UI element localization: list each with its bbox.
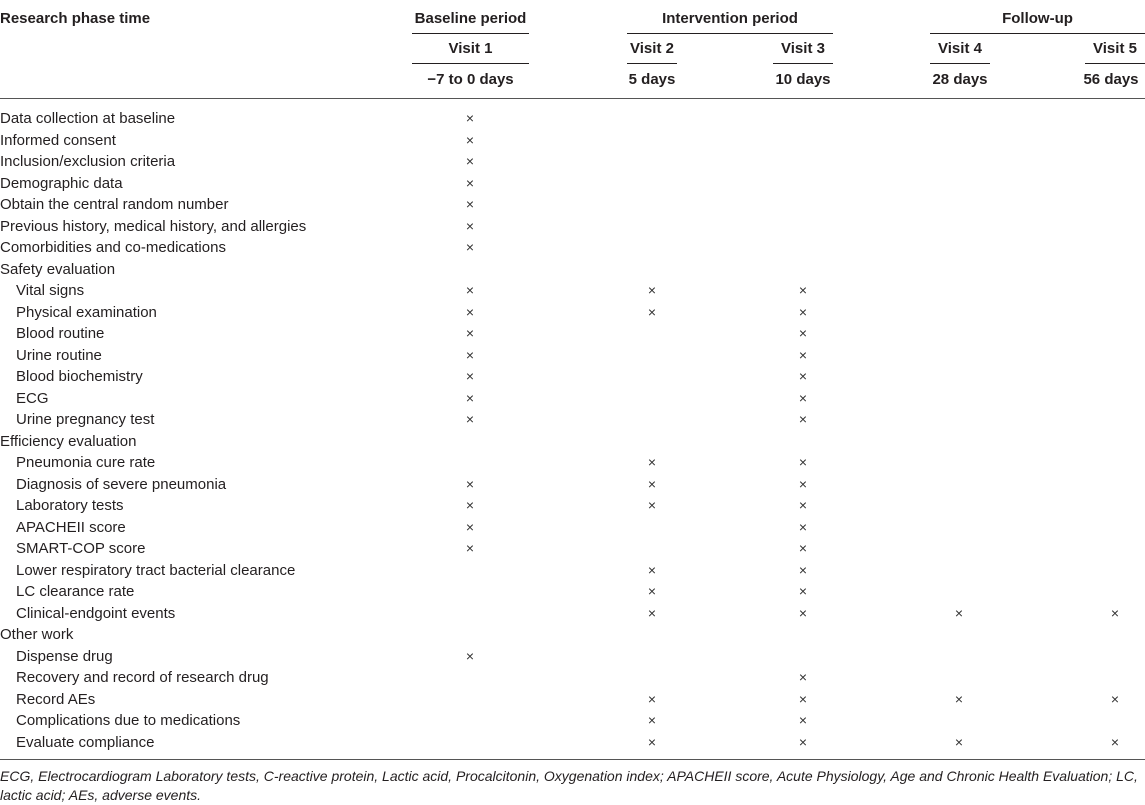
- row-label: Blood biochemistry: [16, 368, 143, 385]
- group-baseline: Baseline period: [414, 10, 527, 27]
- visit-1-mark: ×: [465, 518, 475, 535]
- table-row: [0, 216, 1145, 238]
- table-row: [0, 732, 1145, 754]
- section-label: Other work: [0, 626, 74, 643]
- visit-4-mark: ×: [954, 604, 964, 621]
- table-row: [0, 452, 1145, 474]
- visit-3-mark: ×: [798, 389, 808, 406]
- visit-1-underline: [412, 63, 529, 64]
- visit-3-mark: ×: [798, 561, 808, 578]
- visit-1-mark: ×: [465, 282, 475, 298]
- table-row: [0, 646, 1145, 668]
- row-label: Physical examination: [16, 303, 157, 321]
- visit-4-mark: ×: [954, 733, 964, 750]
- visit-3-mark: ×: [798, 497, 808, 513]
- row-label: Evaluate compliance: [16, 733, 155, 751]
- table-row: [0, 194, 1145, 216]
- row-label: Diagnosis of severe pneumonia: [16, 475, 227, 493]
- visit-3-mark: ×: [798, 475, 808, 492]
- table-row: [0, 302, 1145, 324]
- visit-3-underline: [773, 63, 833, 64]
- visit-3-mark: ×: [798, 411, 808, 427]
- table-row: [0, 388, 1145, 410]
- table-row: [0, 538, 1145, 560]
- phase-header: Research phase time: [0, 10, 151, 27]
- visit-1-mark: ×: [465, 368, 475, 384]
- table-row: [0, 517, 1145, 539]
- visit-5-mark: ×: [1110, 604, 1120, 621]
- visit-4-underline: [930, 63, 990, 64]
- visit-5-header: Visit 5: [1093, 40, 1137, 57]
- group-followup-underline: [930, 33, 1145, 34]
- visit-3-mark: ×: [798, 540, 808, 556]
- visit-3-mark: ×: [798, 303, 808, 320]
- row-label: Lower respiratory tract bacterial clearance: [16, 561, 296, 579]
- table-row: [0, 409, 1145, 431]
- visit-3-mark: ×: [798, 346, 808, 363]
- row-label: Urine pregnancy test: [16, 411, 155, 428]
- visit-2-days: 5 days: [628, 71, 676, 88]
- visit-2-mark: ×: [647, 497, 657, 513]
- visit-5-mark: ×: [1110, 733, 1120, 750]
- row-label: APACHEII score: [16, 518, 126, 536]
- table-footnote: ECG, Electrocardiogram Laboratory tests, C-reactive protein, Lactic acid, Procalcitonin, Oxygenation index; APACHEII score, Acute Physiology, Age and Chronic Health Evaluation; LC, lactic acid; AEs, adverse events.: [0, 768, 1138, 803]
- visit-2-mark: ×: [647, 733, 657, 750]
- row-label: Blood routine: [16, 325, 105, 342]
- visit-1-mark: ×: [465, 153, 475, 169]
- visit-1-mark: ×: [465, 346, 475, 363]
- visit-3-mark: ×: [798, 325, 808, 341]
- visit-2-header: Visit 2: [630, 40, 674, 57]
- group-baseline-underline: [412, 33, 529, 34]
- group-intervention-underline: [627, 33, 833, 34]
- visit-1-mark: ×: [465, 647, 475, 664]
- row-label: Pneumonia cure rate: [16, 454, 156, 471]
- table-row: [0, 431, 1145, 453]
- visit-3-mark: ×: [798, 282, 808, 298]
- table-row: [0, 474, 1145, 496]
- row-label: Record AEs: [16, 690, 96, 708]
- row-label: Urine routine: [16, 346, 102, 364]
- row-label: LC clearance rate: [16, 583, 135, 600]
- visit-2-mark: ×: [647, 583, 657, 599]
- row-label: Clinical-endgoint events: [16, 604, 176, 622]
- visit-5-underline: [1085, 63, 1145, 64]
- table-row: [0, 603, 1145, 625]
- section-label: Safety evaluation: [0, 260, 116, 278]
- row-label: Recovery and record of research drug: [16, 669, 269, 686]
- visit-3-mark: ×: [798, 690, 808, 707]
- visit-1-mark: ×: [465, 131, 475, 148]
- section-label: Obtain the central random number: [0, 196, 229, 213]
- visit-3-header: Visit 3: [781, 40, 825, 57]
- table-row: [0, 495, 1145, 517]
- visit-4-header: Visit 4: [938, 40, 982, 57]
- table-row: [0, 581, 1145, 603]
- section-label: Efficiency evaluation: [0, 432, 137, 450]
- row-label: Laboratory tests: [16, 497, 124, 514]
- visit-3-mark: ×: [798, 583, 808, 599]
- table-row: [0, 108, 1145, 130]
- visit-3-mark: ×: [798, 604, 808, 621]
- visit-3-mark: ×: [798, 733, 808, 750]
- table-row: [0, 667, 1145, 689]
- header-bottom-rule: [0, 98, 1145, 99]
- visit-2-mark: ×: [647, 282, 657, 298]
- visit-2-mark: ×: [647, 712, 657, 728]
- table-row: [0, 259, 1145, 281]
- visit-5-mark: ×: [1110, 690, 1120, 707]
- table-row: [0, 345, 1145, 367]
- visit-3-mark: ×: [798, 518, 808, 535]
- section-label: Comorbidities and co-medications: [0, 239, 226, 256]
- section-label: Data collection at baseline: [0, 110, 176, 127]
- visit-1-mark: ×: [465, 303, 475, 320]
- table-bottom-rule: [0, 759, 1145, 760]
- visit-4-mark: ×: [954, 690, 964, 707]
- table-row: [0, 237, 1145, 259]
- visit-1-mark: ×: [465, 475, 475, 492]
- row-label: Dispense drug: [16, 647, 113, 665]
- visit-1-mark: ×: [465, 411, 475, 427]
- visit-1-mark: ×: [465, 174, 475, 191]
- visit-2-mark: ×: [647, 604, 657, 621]
- row-label: ECG: [16, 389, 49, 407]
- visit-1-mark: ×: [465, 389, 475, 406]
- visit-1-mark: ×: [465, 325, 475, 341]
- visit-1-mark: ×: [465, 497, 475, 513]
- table-row: [0, 560, 1145, 582]
- visit-2-mark: ×: [647, 475, 657, 492]
- table-row: [0, 130, 1145, 152]
- table-row: [0, 323, 1145, 345]
- table-row: [0, 366, 1145, 388]
- section-label: Demographic data: [0, 174, 123, 192]
- visit-3-mark: ×: [798, 712, 808, 728]
- visit-1-header: Visit 1: [448, 40, 493, 57]
- visit-1-days: −7 to 0 days: [427, 71, 514, 88]
- group-intervention: Intervention period: [662, 10, 798, 27]
- table-row: [0, 280, 1145, 302]
- group-followup: Follow-up: [1002, 10, 1073, 27]
- visit-3-days: 10 days: [775, 71, 831, 88]
- row-label: Vital signs: [16, 282, 85, 299]
- row-label: SMART-COP score: [16, 540, 146, 557]
- row-label: Complications due to medications: [16, 712, 241, 729]
- visit-2-mark: ×: [647, 690, 657, 707]
- section-label: Informed consent: [0, 131, 116, 149]
- visit-2-underline: [627, 63, 677, 64]
- visit-3-mark: ×: [798, 368, 808, 384]
- visit-2-mark: ×: [647, 561, 657, 578]
- visit-1-mark: ×: [465, 196, 475, 212]
- section-label: Inclusion/exclusion criteria: [0, 153, 176, 170]
- table-row: [0, 710, 1145, 732]
- visit-1-mark: ×: [465, 110, 475, 126]
- section-label: Previous history, medical history, and allergies: [0, 217, 307, 235]
- table-row: [0, 689, 1145, 711]
- visit-2-mark: ×: [647, 303, 657, 320]
- visit-2-mark: ×: [647, 454, 657, 470]
- visit-3-mark: ×: [798, 669, 808, 685]
- visit-5-days: 56 days: [1083, 71, 1139, 88]
- visit-1-mark: ×: [465, 540, 475, 556]
- table-row: [0, 173, 1145, 195]
- visit-3-mark: ×: [798, 454, 808, 470]
- table-row: [0, 151, 1145, 173]
- table-row: [0, 624, 1145, 646]
- visit-4-days: 28 days: [932, 71, 988, 88]
- visit-1-mark: ×: [465, 239, 475, 255]
- visit-1-mark: ×: [465, 217, 475, 234]
